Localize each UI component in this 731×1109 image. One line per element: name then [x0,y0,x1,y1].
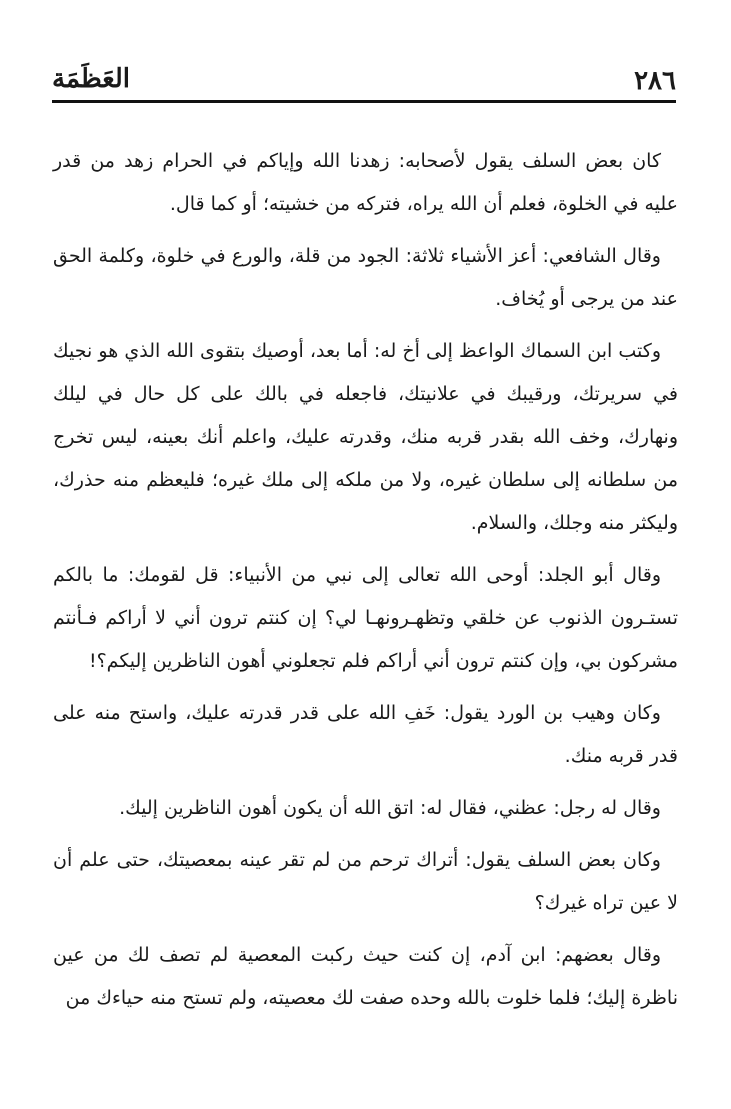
paragraph: وكان وهيب بن الورد يقول: خَفِ الله على قدر قدرته عليك، واستح منه على قدر قربه منك. [53,702,678,767]
paragraph: وقال أبو الجلد: أوحى الله تعالى إلى نبي من الأنبياء: قل لقومك: ما بالكم تستـرون الذنوب عن خلقي وتظهـرونهـا لي؟ إن كنتم ترون أني لا أراكم فـأنتم مشركون بي، وإن كنتم ترون أني أراكم فلم تجعلوني أهون الناظرين إليكم؟! [53,564,678,672]
paragraph: وقال الشافعي: أعز الأشياء ثلاثة: الجود من قلة، والورع في خلوة، وكلمة الحق عند من يرجى أو يُخاف. [53,245,678,310]
paragraph: وكتب ابن السماك الواعظ إلى أخ له: أما بعد، أوصيك بتقوى الله الذي هو نجيك في سريرتك، ورقيبك في علانيتك، فاجعله في بالك على كل حال في ليلك ونهارك، وخف الله بقدر قربه منك، وقدرته عليك، واعلم أنك بعينه، ليس تخرج من سلطانه إلى سلطان غيره، ولا من ملكه إلى ملك غيره؛ فليعظم منه حذرك، وليكثر منه وجلك، والسلام. [53,340,678,534]
page-body [53,140,678,1029]
book-title: العَظَمَة [52,64,130,94]
paragraph: وكان بعض السلف يقول: أتراك ترحم من لم تقر عينه بمعصيتك، حتى علم أن لا عين تراه غيرك؟ [53,849,678,914]
paragraph: وقال بعضهم: ابن آدم، إن كنت حيث ركبت المعصية لم تصف لك من عين ناظرة إليك؛ فلما خلوت بالله وحده صفت لك معصيته، ولم تستح منه حياءك من [53,944,678,1009]
header-divider [52,100,676,103]
page-number: ٢٨٦ [634,66,676,96]
paragraph: كان بعض السلف يقول لأصحابه: زهدنا الله وإياكم في الحرام زهد من قدر عليه في الخلوة، فعلم أن الله يراه، فتركه من خشيته؛ أو كما قال. [53,150,678,215]
paragraph: وقال له رجل: عظني، فقال له: اتق الله أن يكون أهون الناظرين إليك. [119,797,661,819]
running-header [52,62,676,102]
